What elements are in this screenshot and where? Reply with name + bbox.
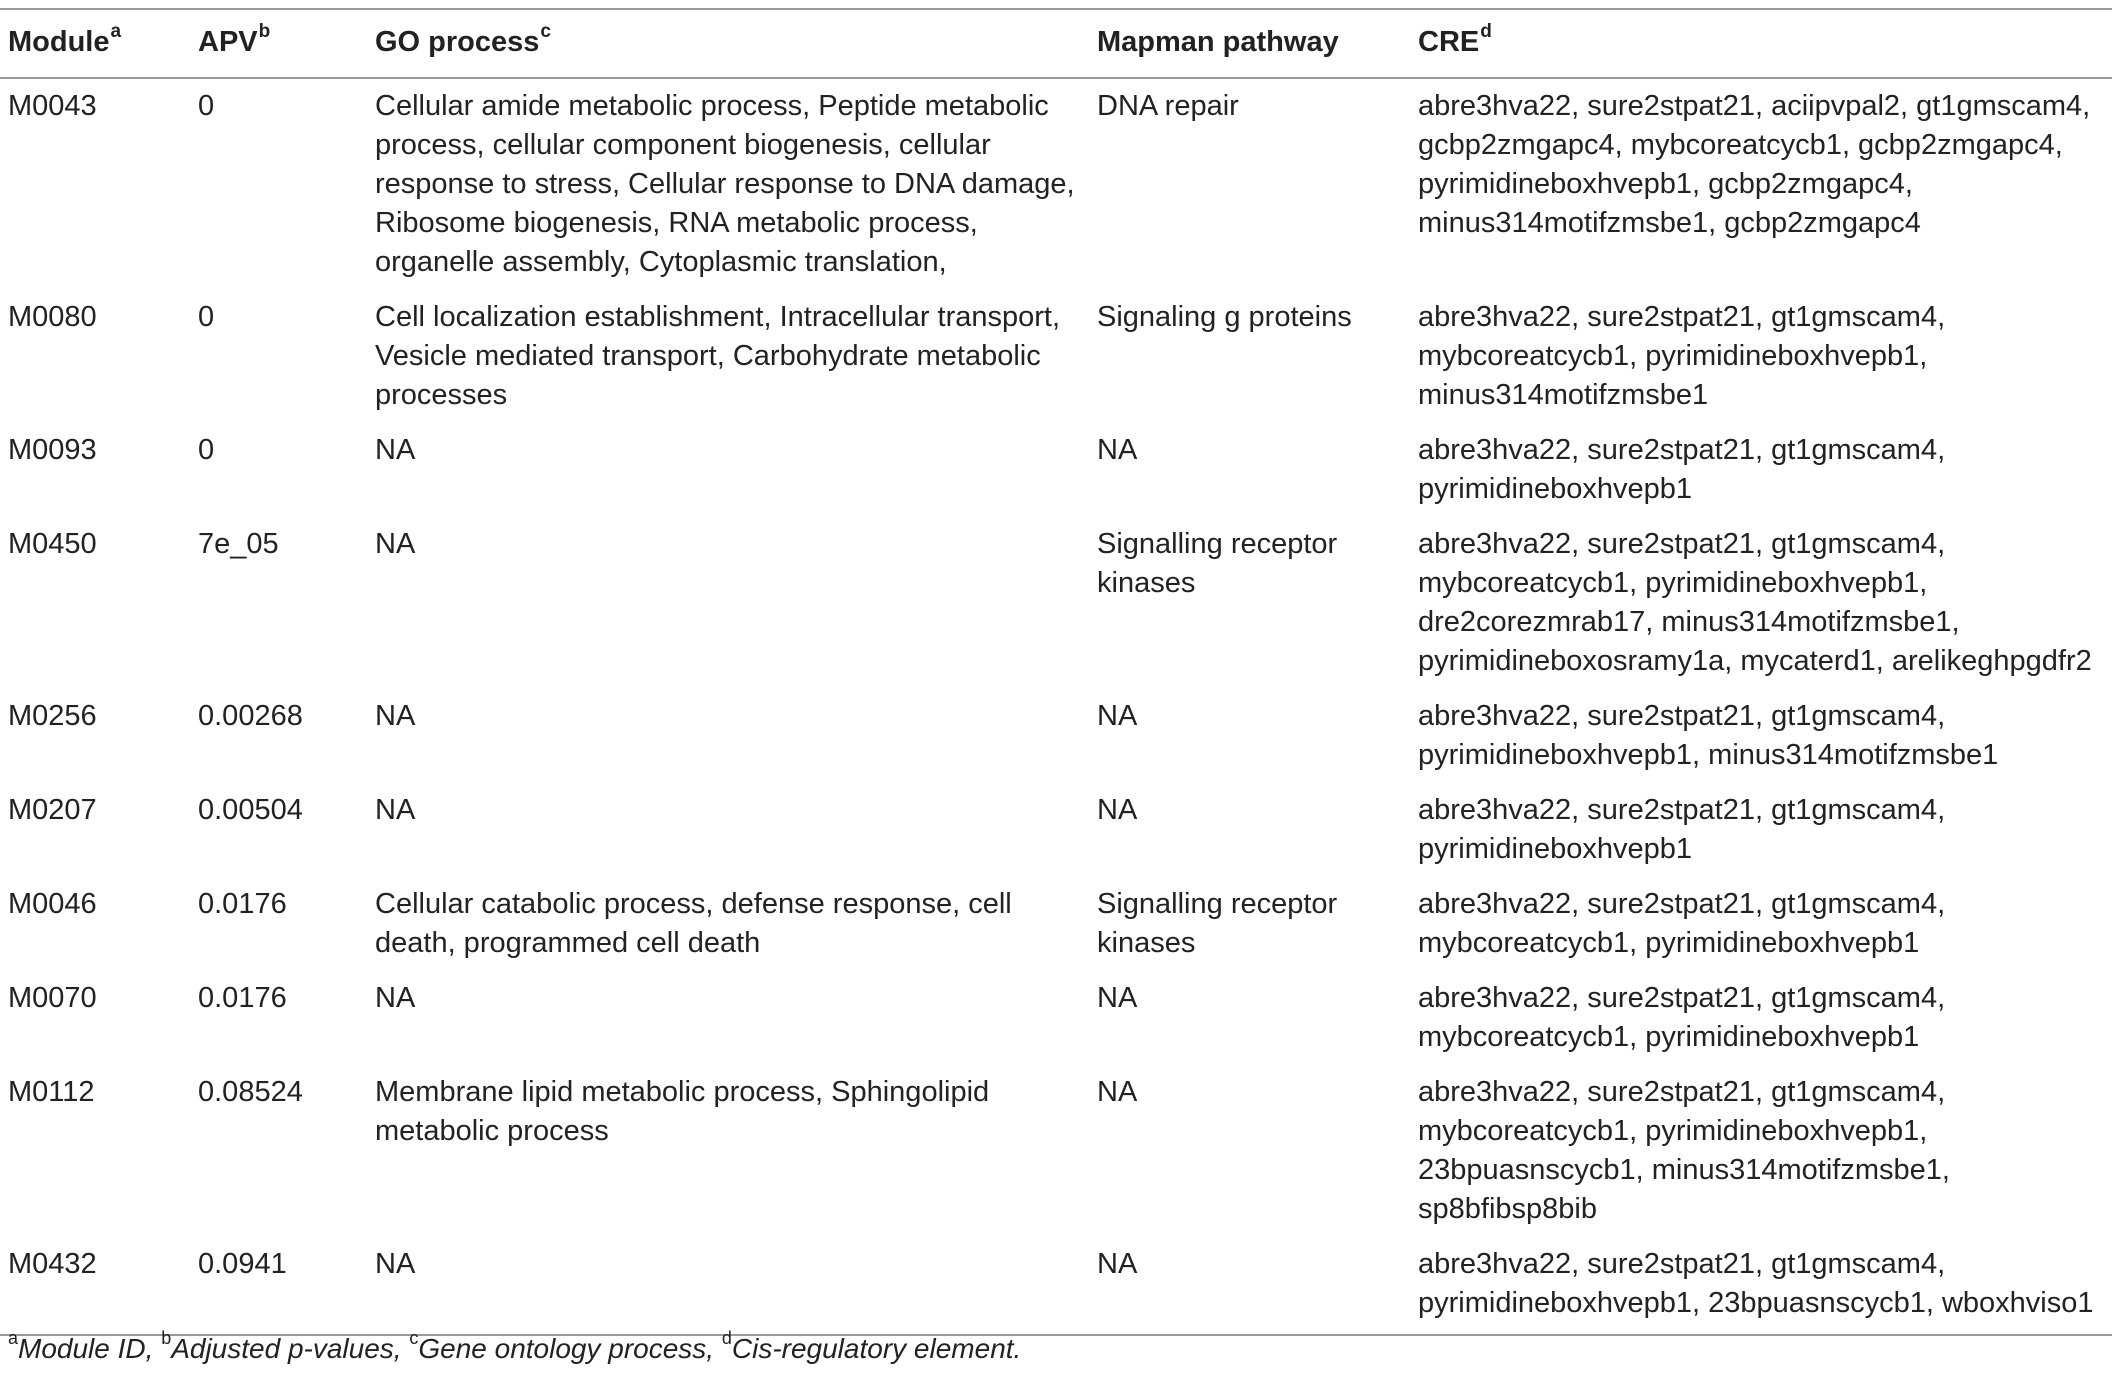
cell-cre: abre3hva22, sure2stpat21, gt1gmscam4, mybcoreatcycb1, pyrimidineboxhvepb1 xyxy=(1418,888,1946,959)
table-row xyxy=(0,78,2112,290)
table-row xyxy=(0,290,2112,423)
cell-module: M0046 xyxy=(8,888,97,920)
header-mapman-pathway: Mapman pathway xyxy=(1097,26,1339,58)
table-row xyxy=(0,783,2112,877)
cell-mapman-pathway: NA xyxy=(1097,434,1138,466)
cell-go-process: NA xyxy=(375,528,416,560)
footnote-mark-d: d xyxy=(721,1327,732,1348)
cell-cre: abre3hva22, sure2stpat21, gt1gmscam4, mybcoreatcycb1, pyrimidineboxhvepb1, 23bpuasnscycb1, minus314motifzmsbe1, sp8bfibsp8bib xyxy=(1418,1076,1950,1225)
cell-go-process: NA xyxy=(375,982,416,1014)
cell-module: M0080 xyxy=(8,301,97,333)
cell-cre: abre3hva22, sure2stpat21, aciipvpal2, gt1gmscam4, gcbp2zmgapc4, mybcoreatcycb1, gcbp2zmgapc4, pyrimidineboxhvepb1, gcbp2zmgapc4, minus314motifzmsbe1, gcbp2zmgapc4 xyxy=(1418,90,2091,239)
cell-module: M0093 xyxy=(8,434,97,466)
cell-go-process: Cellular catabolic process, defense response, cell death, programmed cell death xyxy=(375,888,1012,959)
table-footnote xyxy=(8,1327,1022,1365)
cell-cre: abre3hva22, sure2stpat21, gt1gmscam4, pyrimidineboxhvepb1, minus314motifzmsbe1 xyxy=(1418,700,1999,771)
data-table-container xyxy=(0,8,2112,1336)
cell-go-process: Cellular amide metabolic process, Peptide metabolic process, cellular component biogenesis, cellular response to stress, Cellular response to DNA damage, Ribosome biogenesis, RNA metabolic process, organelle assembly, Cytoplasmic translation, xyxy=(375,90,1075,278)
cell-cre: abre3hva22, sure2stpat21, gt1gmscam4, pyrimidineboxhvepb1 xyxy=(1418,794,1946,865)
footnote-mark-a: a xyxy=(8,1327,19,1348)
cell-module: M0450 xyxy=(8,528,97,560)
footnote-text-b: Adjusted p-values, xyxy=(171,1333,410,1364)
footnote-mark-c: c xyxy=(409,1327,419,1348)
footnote-mark-b: b xyxy=(161,1327,172,1348)
cell-mapman-pathway: Signalling receptor kinases xyxy=(1097,888,1338,959)
cell-apv: 0 xyxy=(198,301,215,333)
header-go-process: GO process$^c$ xyxy=(375,21,551,58)
header-cre: CRE$^d$ xyxy=(1418,21,1492,58)
cell-module: M0112 xyxy=(8,1076,95,1108)
cell-apv: 0.08524 xyxy=(198,1076,303,1108)
header-module: Module$^a$ xyxy=(8,21,122,58)
cell-cre: abre3hva22, sure2stpat21, gt1gmscam4, mybcoreatcycb1, pyrimidineboxhvepb1, minus314motifzmsbe1 xyxy=(1418,301,1946,411)
cell-mapman-pathway: NA xyxy=(1097,700,1138,732)
table-row xyxy=(0,517,2112,689)
cell-apv: 0.00504 xyxy=(198,794,303,826)
cell-apv: 0.00268 xyxy=(198,700,303,732)
cell-apv: 7e_05 xyxy=(198,528,279,560)
cell-go-process: NA xyxy=(375,1248,416,1280)
cell-mapman-pathway: DNA repair xyxy=(1097,90,1239,122)
cell-mapman-pathway: NA xyxy=(1097,794,1138,826)
cell-mapman-pathway: NA xyxy=(1097,982,1138,1014)
table-row xyxy=(0,1065,2112,1237)
table-row xyxy=(0,877,2112,971)
footnote-text-c: Gene ontology process, xyxy=(418,1333,722,1364)
module-table xyxy=(0,8,2112,1336)
cell-module: M0432 xyxy=(8,1248,97,1280)
footnote-text-a: Module ID, xyxy=(18,1333,162,1364)
footnote-text-d: Cis-regulatory element. xyxy=(731,1333,1022,1364)
table-row xyxy=(0,689,2112,783)
table-row xyxy=(0,1237,2112,1335)
cell-go-process: Cell localization establishment, Intracellular transport, Vesicle mediated transport, Carbohydrate metabolic processes xyxy=(375,301,1061,411)
cell-go-process: NA xyxy=(375,794,416,826)
cell-module: M0070 xyxy=(8,982,97,1014)
cell-apv: 0.0176 xyxy=(198,982,287,1014)
cell-apv: 0 xyxy=(198,434,215,466)
cell-cre: abre3hva22, sure2stpat21, gt1gmscam4, mybcoreatcycb1, pyrimidineboxhvepb1 xyxy=(1418,982,1946,1053)
cell-go-process: NA xyxy=(375,700,416,732)
cell-cre: abre3hva22, sure2stpat21, gt1gmscam4, pyrimidineboxhvepb1, 23bpuasnscycb1, wboxhviso1 xyxy=(1418,1248,2094,1319)
cell-mapman-pathway: Signalling receptor kinases xyxy=(1097,528,1338,599)
cell-cre: abre3hva22, sure2stpat21, gt1gmscam4, mybcoreatcycb1, pyrimidineboxhvepb1, dre2corezmrab17, minus314motifzmsbe1, pyrimidineboxosramy1a, mycaterd1, arelikeghpgdfr2 xyxy=(1418,528,2092,677)
cell-module: M0043 xyxy=(8,90,97,122)
cell-go-process: NA xyxy=(375,434,416,466)
cell-module: M0256 xyxy=(8,700,97,732)
cell-go-process: Membrane lipid metabolic process, Sphingolipid metabolic process xyxy=(375,1076,990,1147)
table-body xyxy=(0,78,2112,1335)
cell-cre: abre3hva22, sure2stpat21, gt1gmscam4, pyrimidineboxhvepb1 xyxy=(1418,434,1946,505)
cell-mapman-pathway: NA xyxy=(1097,1076,1138,1108)
cell-apv: 0.0941 xyxy=(198,1248,287,1280)
cell-mapman-pathway: NA xyxy=(1097,1248,1138,1280)
header-row xyxy=(0,9,2112,78)
table-row xyxy=(0,971,2112,1065)
table-header xyxy=(0,9,2112,78)
table-row xyxy=(0,423,2112,517)
cell-mapman-pathway: Signaling g proteins xyxy=(1097,301,1352,333)
cell-apv: 0 xyxy=(198,90,215,122)
cell-apv: 0.0176 xyxy=(198,888,287,920)
cell-module: M0207 xyxy=(8,794,97,826)
header-apv: APV$^b$ xyxy=(198,21,271,58)
